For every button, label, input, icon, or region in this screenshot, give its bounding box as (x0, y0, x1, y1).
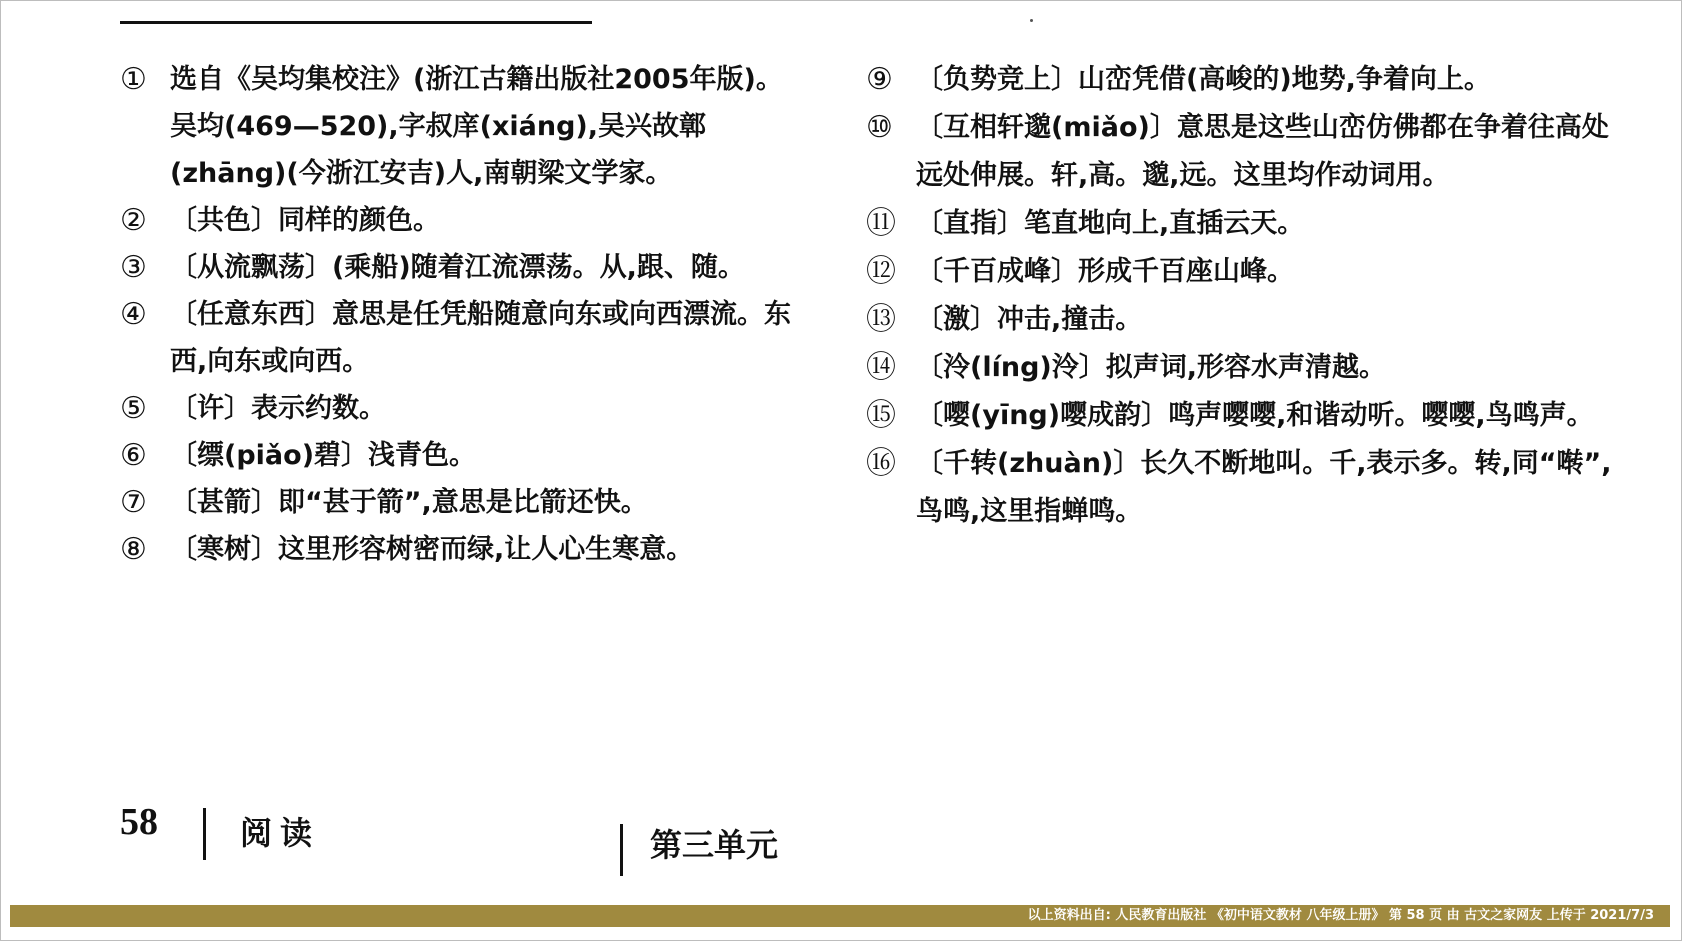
note-11 (866, 200, 1626, 248)
note-3 (120, 244, 800, 291)
note-marker: ⑨ (866, 62, 893, 97)
note-marker: ③ (120, 250, 147, 285)
footer-divider (620, 824, 623, 876)
note-text: 〔激〕冲击,撞击。 (916, 304, 1143, 335)
note-marker: ⑮ (866, 398, 896, 433)
note-5 (120, 385, 800, 432)
note-marker: ⑤ (120, 391, 147, 426)
note-9 (866, 56, 1626, 104)
note-13 (866, 296, 1626, 344)
note-text: 〔甚箭〕即“甚于箭”,意思是比箭还快。 (170, 487, 648, 518)
note-marker: ① (120, 62, 147, 97)
note-text: 〔千转(zhuàn)〕长久不断地叫。千,表示多。转,同“啭”,鸟鸣,这里指蝉鸣。 (916, 448, 1612, 527)
note-marker: ⑭ (866, 350, 896, 385)
note-marker: ⑬ (866, 302, 896, 337)
section-label: 阅读 (240, 814, 321, 852)
note-marker: ④ (120, 297, 147, 332)
note-text: 〔直指〕笔直地向上,直插云天。 (916, 208, 1305, 239)
note-1 (120, 56, 800, 197)
note-text: 〔泠(líng)泠〕拟声词,形容水声清越。 (916, 352, 1386, 383)
notes-left-column (120, 56, 800, 573)
note-text: 〔互相轩邈(miǎo)〕意思是这些山峦仿佛都在争着往高处远处伸展。轩,高。邈,远。这里均作动词用。 (916, 112, 1609, 191)
note-marker: ⑩ (866, 110, 893, 145)
note-text: 〔千百成峰〕形成千百座山峰。 (916, 256, 1294, 287)
note-text: 选自《吴均集校注》(浙江古籍出版社2005年版)。吴均(469—520),字叔庠(xiáng),吴兴故鄣(zhāng)(今浙江安吉)人,南朝梁文学家。 (170, 64, 783, 189)
note-text: 〔从流飘荡〕(乘船)随着江流漂荡。从,跟、随。 (170, 252, 745, 283)
note-6 (120, 432, 800, 479)
scan-dot (1030, 19, 1033, 22)
source-attribution-bar: 以上资料出自: 人民教育出版社 《初中语文教材 八年级上册》 第 58 页 由 古文之家网友 上传于 2021/7/3 (10, 905, 1670, 927)
note-4 (120, 291, 800, 385)
notes-right-column (866, 56, 1626, 536)
note-text: 〔共色〕同样的颜色。 (170, 205, 440, 236)
note-14 (866, 344, 1626, 392)
note-text: 〔任意东西〕意思是任凭船随意向东或向西漂流。东西,向东或向西。 (170, 299, 791, 377)
note-marker: ⑥ (120, 438, 147, 473)
note-marker: ⑦ (120, 485, 147, 520)
note-marker: ⑫ (866, 254, 896, 289)
note-2 (120, 197, 800, 244)
note-text: 〔缥(piǎo)碧〕浅青色。 (170, 440, 477, 471)
note-15 (866, 392, 1626, 440)
note-text: 〔寒树〕这里形容树密而绿,让人心生寒意。 (170, 534, 694, 565)
note-marker: ⑪ (866, 206, 896, 241)
note-marker: ⑧ (120, 532, 147, 567)
note-text: 〔负势竞上〕山峦凭借(高峻的)地势,争着向上。 (916, 64, 1491, 95)
note-marker: ⑯ (866, 446, 896, 481)
note-12 (866, 248, 1626, 296)
note-marker: ② (120, 203, 147, 238)
note-16 (866, 440, 1626, 536)
note-7 (120, 479, 800, 526)
unit-label: 第三单元 (650, 826, 779, 864)
page-number: 58 (120, 801, 158, 843)
top-rule (120, 21, 592, 24)
note-text: 〔嘤(yīng)嘤成韵〕鸣声嘤嘤,和谐动听。嘤嘤,鸟鸣声。 (916, 400, 1594, 431)
note-10 (866, 104, 1626, 200)
footer-divider (203, 808, 206, 860)
note-8 (120, 526, 800, 573)
note-text: 〔许〕表示约数。 (170, 393, 386, 424)
